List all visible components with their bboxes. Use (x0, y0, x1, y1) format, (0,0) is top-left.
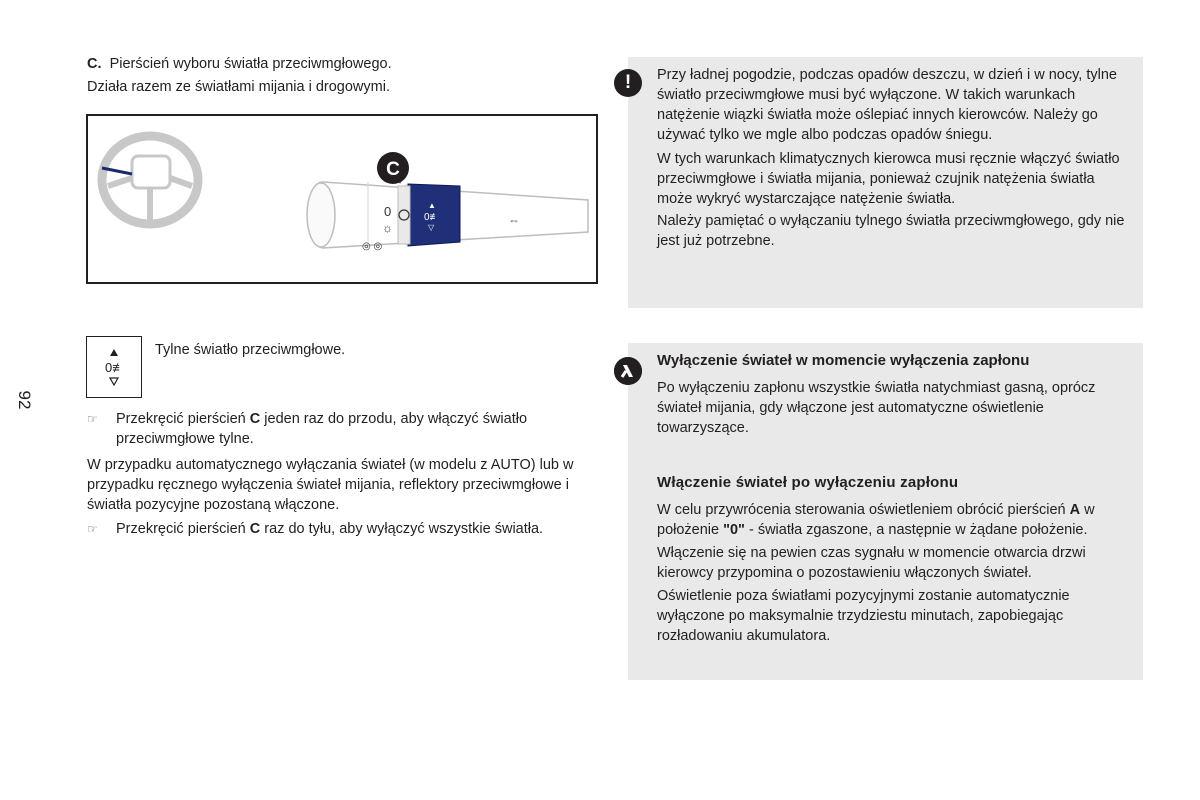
pointing-hand-icon: ☞ (87, 522, 98, 536)
ring-c-description (87, 54, 602, 97)
svg-text:▽: ▽ (428, 223, 435, 232)
info-box (628, 343, 1143, 680)
dipped-beam-symbol: ◎ ◎ (362, 241, 383, 252)
icon-caption: Tylne światło przeciwmgłowe. (155, 342, 346, 358)
info-paragraph-2: W celu przywrócenia sterowania oświetleniem obrócić pierścień A w położenie "0" - światła zgaszone, a następnie w żądane położenie. (657, 502, 1095, 538)
exclamation-icon: ! (614, 69, 642, 97)
callout-c-badge (377, 152, 409, 184)
auto-off-paragraph: W przypadku automatycznego wyłączania świateł (w modelu z AUTO) lub w przypadku ręcznego wyłączenia świateł mijania, reflektory przeciwmgłowe i światła pozycyjne pozostaną włączone. (87, 457, 574, 513)
label-c-text: Pierścień wyboru światła przeciwmgłowego. (109, 56, 392, 72)
info-icon (614, 357, 642, 385)
page-number: 92 (15, 390, 34, 410)
warning-paragraph-1: Przy ładnej pogodzie, podczas opadów deszczu, w dzień i w nocy, tylne światło przeciwmgłowe musi być wyłączone. W takich warunkach natężenie wiązki światła może oślepiać innych kierowców. Należy go używać tylko we mgle albo podczas opadów śniegu. (657, 67, 1117, 143)
intro-text: Działa razem ze światłami mijania i drogowymi. (87, 79, 390, 95)
stalk-illustration (86, 114, 598, 284)
bullet-turn-back: ☞ Przekręcić pierścień C raz do tyłu, aby wyłączyć wszystkie światła. (87, 521, 544, 537)
rear-fog-symbol: 0≢ (424, 212, 440, 223)
position-zero-symbol: 0 (384, 204, 392, 219)
info-paragraph-4: Oświetlenie poza światłami pozycyjnymi zostanie automatycznie wyłączone po maksymalnie trzydziestu minutach, zapobiegając rozładowaniu akumulatora. (657, 588, 1070, 644)
svg-text:▲: ▲ (428, 201, 436, 210)
stalk-drawing (88, 116, 596, 282)
pointing-hand-icon: ☞ (87, 412, 98, 426)
rear-fog-light-icon (87, 337, 141, 397)
heading-ignition-off: Wyłączenie świateł w momencie wyłączenia zapłonu (657, 352, 1030, 369)
info-paragraph-1: Po wyłączeniu zapłonu wszystkie światła natychmiast gasną, oprócz świateł mijania, gdy włączone jest automatyczne oświetlenie towarzyszące. (657, 380, 1096, 436)
info-paragraph-3: Włączenie się na pewien czas sygnału w momencie otwarcia drzwi kierowcy przypomina o pozostawieniu włączonych świateł. (657, 545, 1086, 581)
warning-paragraph-2: W tych warunkach klimatycznych kierowca musi ręcznie włączyć światło przeciwmgłowe i światła mijania, ponieważ czujnik natężenia światła może wykryć wystarczające natężenie światła. (657, 151, 1120, 207)
rear-fog-icon-box (86, 336, 142, 398)
bullet-turn-forward: ☞ Przekręcić pierścień C jeden raz do przodu, aby włączyć światło przeciwmgłowe tylne. (87, 411, 528, 447)
svg-text:0≢: 0≢ (105, 360, 126, 375)
svg-text:C: C (386, 159, 400, 180)
steering-wheel-icon (102, 136, 198, 224)
heading-lights-on-after-ignition: Włączenie świateł po wyłączeniu zapłonu (657, 474, 959, 491)
lighting-stalk (307, 182, 588, 252)
label-c: C. (87, 56, 102, 72)
warning-paragraph-3: Należy pamiętać o wyłączaniu tylnego światła przeciwmgłowego, gdy nie jest już potrzebne. (657, 213, 1125, 249)
warning-box (624, 57, 1143, 308)
double-arrow-icon: ⇔ (508, 213, 520, 227)
left-instructions (87, 409, 602, 539)
sidelight-symbol: ☼ (382, 221, 393, 235)
